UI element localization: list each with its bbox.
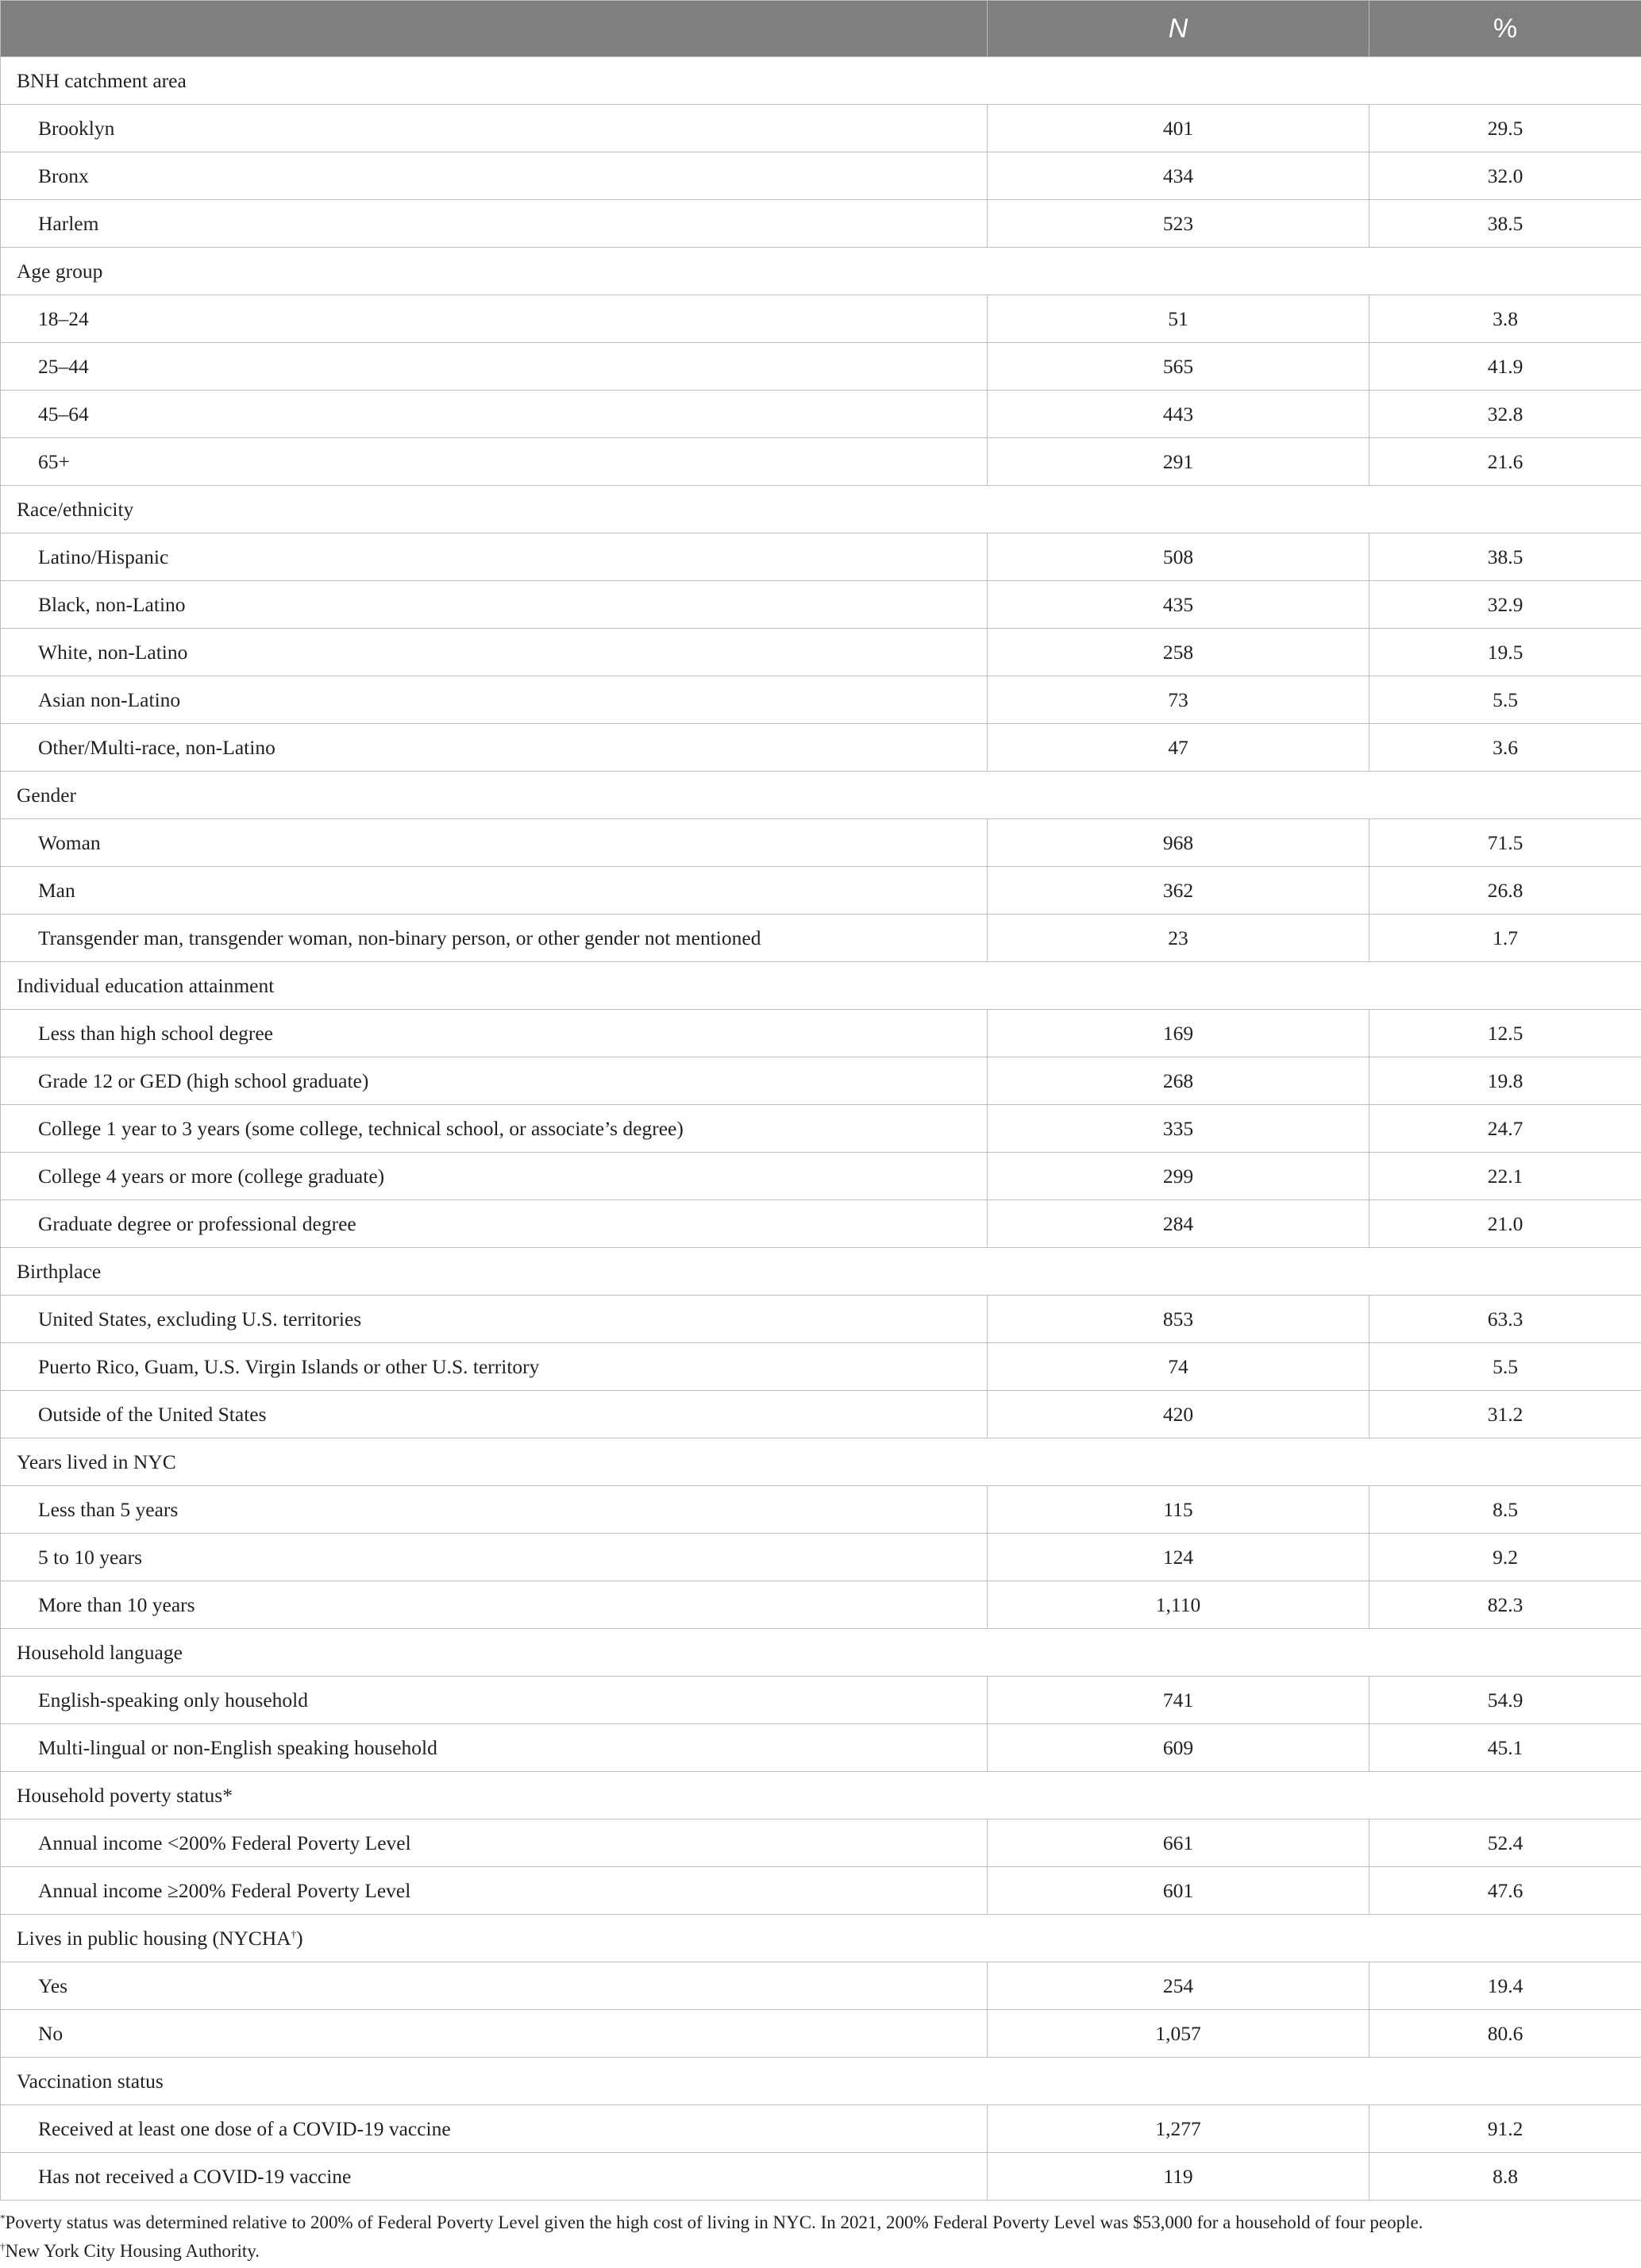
table-row — [1, 1867, 1641, 1915]
row-n: 565 — [988, 343, 1369, 391]
row-percent: 5.5 — [1369, 676, 1641, 724]
group-row — [1, 962, 1641, 1010]
footnote-text: Poverty status was determined relative to 200% of Federal Poverty Level given the high cost of living in NYC. In 2021, 200% Federal Poverty Level was $53,000 for a household of four people. — [5, 2212, 1423, 2232]
row-percent: 32.0 — [1369, 152, 1641, 200]
row-label: Yes — [1, 1962, 988, 2010]
row-n: 258 — [988, 629, 1369, 676]
table-row — [1, 1677, 1641, 1724]
row-label: 18–24 — [1, 295, 988, 343]
header-n: N — [988, 1, 1369, 57]
row-n: 115 — [988, 1486, 1369, 1534]
footnote-mark: † — [0, 2239, 6, 2252]
row-label: 5 to 10 years — [1, 1534, 988, 1581]
row-label: Black, non-Latino — [1, 581, 988, 629]
table-row — [1, 1581, 1641, 1629]
group-title-text: Race/ethnicity — [17, 497, 134, 521]
row-n: 443 — [988, 391, 1369, 438]
row-label: Less than 5 years — [1, 1486, 988, 1534]
row-label: Annual income <200% Federal Poverty Level — [1, 1819, 988, 1867]
group-title-text: Household language — [17, 1640, 183, 1664]
group-title-text: Vaccination status — [17, 2069, 164, 2093]
table-row — [1, 1153, 1641, 1200]
row-percent: 5.5 — [1369, 1343, 1641, 1391]
table-row — [1, 581, 1641, 629]
row-percent: 1.7 — [1369, 915, 1641, 962]
table-row — [1, 2153, 1641, 2201]
row-label: Graduate degree or professional degree — [1, 1200, 988, 1248]
row-label: Bronx — [1, 152, 988, 200]
group-row — [1, 1772, 1641, 1819]
row-n: 601 — [988, 1867, 1369, 1915]
table-row — [1, 1057, 1641, 1105]
group-title — [1, 248, 1641, 295]
table-row — [1, 1343, 1641, 1391]
table-row — [1, 152, 1641, 200]
row-n: 51 — [988, 295, 1369, 343]
row-percent: 26.8 — [1369, 867, 1641, 915]
group-title-text: Household poverty status* — [17, 1783, 233, 1807]
row-n: 401 — [988, 105, 1369, 152]
row-n: 47 — [988, 724, 1369, 772]
row-label: Harlem — [1, 200, 988, 248]
table-row — [1, 1105, 1641, 1153]
row-percent: 22.1 — [1369, 1153, 1641, 1200]
row-percent: 38.5 — [1369, 200, 1641, 248]
row-label: Received at least one dose of a COVID-19 vaccine — [1, 2105, 988, 2153]
row-n: 362 — [988, 867, 1369, 915]
table-row — [1, 1200, 1641, 1248]
table-row — [1, 867, 1641, 915]
row-percent: 82.3 — [1369, 1581, 1641, 1629]
table-body — [1, 57, 1641, 2201]
table-row — [1, 105, 1641, 152]
row-label: Outside of the United States — [1, 1391, 988, 1438]
row-percent: 8.5 — [1369, 1486, 1641, 1534]
row-label: Annual income ≥200% Federal Poverty Level — [1, 1867, 988, 1915]
row-n: 284 — [988, 1200, 1369, 1248]
table-row — [1, 629, 1641, 676]
row-n: 420 — [988, 1391, 1369, 1438]
table-row — [1, 676, 1641, 724]
group-title — [1, 1438, 1641, 1486]
row-n: 853 — [988, 1296, 1369, 1343]
table-row — [1, 200, 1641, 248]
row-percent: 3.8 — [1369, 295, 1641, 343]
row-label: More than 10 years — [1, 1581, 988, 1629]
group-row — [1, 486, 1641, 533]
row-label: College 1 year to 3 years (some college, technical school, or associate’s degree) — [1, 1105, 988, 1153]
group-row — [1, 2058, 1641, 2105]
row-percent: 8.8 — [1369, 2153, 1641, 2201]
table-row — [1, 295, 1641, 343]
row-label: Man — [1, 867, 988, 915]
row-n: 119 — [988, 2153, 1369, 2201]
group-title — [1, 962, 1641, 1010]
row-percent: 21.6 — [1369, 438, 1641, 486]
row-n: 299 — [988, 1153, 1369, 1200]
group-title — [1, 2058, 1641, 2105]
row-percent: 32.8 — [1369, 391, 1641, 438]
row-label: Less than high school degree — [1, 1010, 988, 1057]
table-header-row — [1, 1, 1641, 57]
table-row — [1, 438, 1641, 486]
table-row — [1, 1724, 1641, 1772]
row-n: 291 — [988, 438, 1369, 486]
table-row — [1, 1962, 1641, 2010]
group-title-text: Birthplace — [17, 1259, 102, 1283]
group-title-text: Individual education attainment — [17, 973, 275, 997]
row-n: 73 — [988, 676, 1369, 724]
group-row — [1, 57, 1641, 105]
row-percent: 38.5 — [1369, 533, 1641, 581]
group-title — [1, 486, 1641, 533]
row-n: 523 — [988, 200, 1369, 248]
row-n: 741 — [988, 1677, 1369, 1724]
row-label: Asian non-Latino — [1, 676, 988, 724]
row-percent: 21.0 — [1369, 1200, 1641, 1248]
row-n: 508 — [988, 533, 1369, 581]
table-row — [1, 1010, 1641, 1057]
row-label: 45–64 — [1, 391, 988, 438]
table-row — [1, 391, 1641, 438]
row-percent: 45.1 — [1369, 1724, 1641, 1772]
row-n: 1,110 — [988, 1581, 1369, 1629]
row-percent: 3.6 — [1369, 724, 1641, 772]
row-label: 65+ — [1, 438, 988, 486]
table-row — [1, 2105, 1641, 2153]
row-label: Grade 12 or GED (high school graduate) — [1, 1057, 988, 1105]
header-label — [1, 1, 988, 57]
row-percent: 9.2 — [1369, 1534, 1641, 1581]
header-percent: % — [1369, 1, 1641, 57]
row-label: Puerto Rico, Guam, U.S. Virgin Islands or other U.S. territory — [1, 1343, 988, 1391]
row-n: 23 — [988, 915, 1369, 962]
row-n: 434 — [988, 152, 1369, 200]
table-row — [1, 819, 1641, 867]
group-row — [1, 1629, 1641, 1677]
footnote — [0, 2208, 1641, 2237]
table-row — [1, 1534, 1641, 1581]
table-row — [1, 533, 1641, 581]
group-row — [1, 1915, 1641, 1962]
row-n: 124 — [988, 1534, 1369, 1581]
row-label: College 4 years or more (college graduate) — [1, 1153, 988, 1200]
group-row — [1, 1248, 1641, 1296]
row-label: Multi-lingual or non-English speaking household — [1, 1724, 988, 1772]
row-percent: 80.6 — [1369, 2010, 1641, 2058]
table-row — [1, 915, 1641, 962]
row-label: United States, excluding U.S. territories — [1, 1296, 988, 1343]
row-percent: 63.3 — [1369, 1296, 1641, 1343]
group-title — [1, 772, 1641, 819]
row-label: Brooklyn — [1, 105, 988, 152]
row-n: 268 — [988, 1057, 1369, 1105]
group-title-text: Gender — [17, 783, 77, 807]
row-percent: 47.6 — [1369, 1867, 1641, 1915]
row-n: 1,057 — [988, 2010, 1369, 2058]
group-title-text: Lives in public housing (NYCHA — [17, 1926, 291, 1950]
row-label: White, non-Latino — [1, 629, 988, 676]
table-row — [1, 1391, 1641, 1438]
row-percent: 29.5 — [1369, 105, 1641, 152]
table-row — [1, 724, 1641, 772]
row-percent: 52.4 — [1369, 1819, 1641, 1867]
row-percent: 19.4 — [1369, 1962, 1641, 2010]
row-n: 335 — [988, 1105, 1369, 1153]
row-label: No — [1, 2010, 988, 2058]
footnotes — [0, 2208, 1641, 2265]
group-title-text: BNH catchment area — [17, 68, 187, 92]
group-title-suffix: ) — [296, 1926, 303, 1950]
footnote-mark: † — [291, 1927, 297, 1940]
row-percent: 31.2 — [1369, 1391, 1641, 1438]
row-label: Woman — [1, 819, 988, 867]
row-percent: 19.8 — [1369, 1057, 1641, 1105]
row-label: English-speaking only household — [1, 1677, 988, 1724]
row-n: 661 — [988, 1819, 1369, 1867]
row-percent: 32.9 — [1369, 581, 1641, 629]
table-row — [1, 343, 1641, 391]
row-label: Latino/Hispanic — [1, 533, 988, 581]
row-n: 169 — [988, 1010, 1369, 1057]
group-title — [1, 1915, 1641, 1962]
group-title-text: Age group — [17, 259, 103, 283]
row-n: 435 — [988, 581, 1369, 629]
row-percent: 19.5 — [1369, 629, 1641, 676]
row-label: Other/Multi-race, non-Latino — [1, 724, 988, 772]
row-percent: 91.2 — [1369, 2105, 1641, 2153]
row-percent: 24.7 — [1369, 1105, 1641, 1153]
row-n: 609 — [988, 1724, 1369, 1772]
row-percent: 54.9 — [1369, 1677, 1641, 1724]
footnote — [0, 2237, 1641, 2266]
row-percent: 12.5 — [1369, 1010, 1641, 1057]
row-n: 1,277 — [988, 2105, 1369, 2153]
row-n: 968 — [988, 819, 1369, 867]
table-row — [1, 1296, 1641, 1343]
table-row — [1, 1486, 1641, 1534]
row-percent: 71.5 — [1369, 819, 1641, 867]
group-title — [1, 1772, 1641, 1819]
row-label: 25–44 — [1, 343, 988, 391]
footnote-text: New York City Housing Authority. — [5, 2240, 260, 2261]
group-row — [1, 248, 1641, 295]
group-row — [1, 1438, 1641, 1486]
group-title — [1, 1248, 1641, 1296]
row-label: Transgender man, transgender woman, non-binary person, or other gender not mentioned — [1, 915, 988, 962]
row-percent: 41.9 — [1369, 343, 1641, 391]
row-label: Has not received a COVID-19 vaccine — [1, 2153, 988, 2201]
group-title-text: Years lived in NYC — [17, 1450, 176, 1473]
footnote-mark: * — [0, 2212, 6, 2224]
group-row — [1, 772, 1641, 819]
group-title — [1, 57, 1641, 105]
row-n: 74 — [988, 1343, 1369, 1391]
table-row — [1, 2010, 1641, 2058]
row-n: 254 — [988, 1962, 1369, 2010]
group-title — [1, 1629, 1641, 1677]
table-row — [1, 1819, 1641, 1867]
